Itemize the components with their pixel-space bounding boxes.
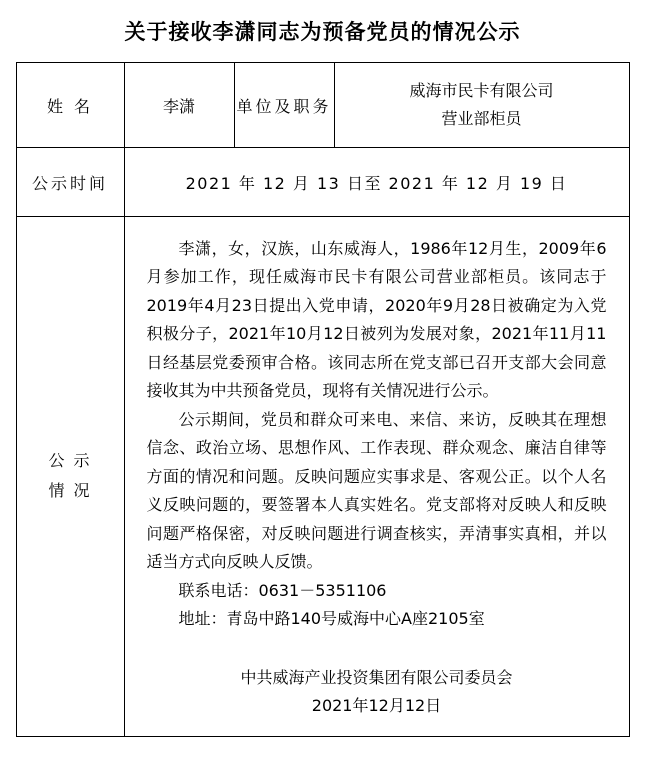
publicity-time-label: 公示时间 [16, 148, 124, 217]
contact-address: 地址：青岛中路140号威海中心A座2105室 [178, 609, 485, 629]
unit-label: 单位及职务 [234, 63, 334, 148]
signature-org: 中共威海产业投资集团有限公司委员会 [240, 667, 513, 687]
situation-content [124, 217, 629, 737]
table-row-time [16, 148, 629, 217]
body-paragraph-2: 公示期间，党员和群众可来电、来信、来访，反映其在理想信念、政治立场、思想作风、工作表现、群众观念、廉洁自律等方面的情况和问题。反映问题应实事求是、客观公正。以个人名义反映问题的，要签署本人真实姓名。党支部将对反映人和反映问题严格保密，对反映问题进行调查核实，弄清事实真相，并以适当方式向反映人反馈。 [146, 409, 607, 572]
situation-label-line1: 公 示 [48, 450, 92, 470]
signature-date: 2021年12月12日 [311, 695, 442, 715]
table-row-name [16, 63, 629, 148]
table-row-situation [16, 217, 629, 737]
situation-label-line2: 情 况 [48, 481, 92, 501]
unit-value [334, 63, 629, 148]
page-title: 关于接收李潇同志为预备党员的情况公示 [124, 20, 521, 44]
contact-phone: 联系电话：0631－5351106 [178, 580, 387, 600]
unit-value-line2: 营业部柜员 [441, 109, 522, 128]
name-value: 李潇 [124, 63, 234, 148]
name-label: 姓 名 [16, 63, 124, 148]
signature-block [147, 664, 607, 720]
body-paragraph-1: 李潇，女，汉族，山东威海人，1986年12月生，2009年6月参加工作，现任威海市民卡有限公司营业部柜员。该同志于2019年4月23日提出入党申请，2020年9月28日被确定为入党积极分子，2021年10月12日被列为发展对象，2021年11月11日经基层党委预审合格。该同志所在党支部已召开支部大会同意接收其为中共预备党员，现将有关情况进行公示。 [146, 239, 607, 401]
publicity-table [16, 62, 630, 737]
publicity-time-value: 2021 年 12 月 13 日至 2021 年 12 月 19 日 [124, 148, 629, 217]
unit-value-line1: 威海市民卡有限公司 [409, 81, 554, 100]
situation-label [16, 217, 124, 737]
